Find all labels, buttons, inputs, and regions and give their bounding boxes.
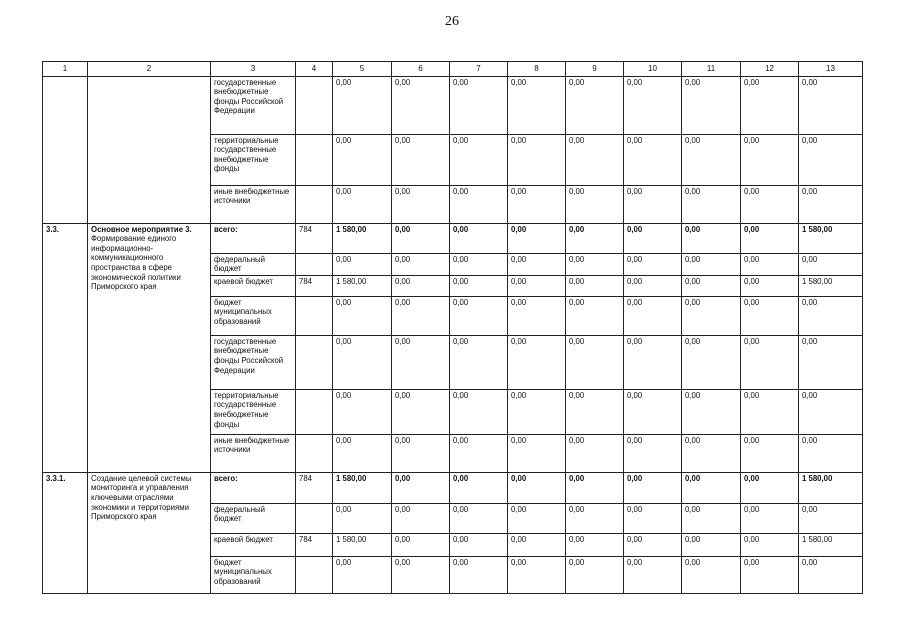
amount-cell: 0,00: [566, 472, 624, 503]
grbs-code-cell: 784: [296, 275, 333, 296]
column-header: 10: [624, 62, 682, 77]
column-header: 6: [392, 62, 450, 77]
measure-name-cell: [88, 472, 211, 593]
amount-cell: 0,00: [741, 76, 799, 134]
column-header: 12: [741, 62, 799, 77]
amount-cell: 0,00: [508, 503, 566, 533]
amount-cell: 0,00: [450, 134, 508, 185]
amount-cell: 0,00: [392, 275, 450, 296]
column-header: 5: [333, 62, 392, 77]
amount-cell: 0,00: [508, 185, 566, 223]
amount-cell: 0,00: [741, 185, 799, 223]
amount-cell: 0,00: [682, 533, 741, 556]
grbs-code-cell: [296, 556, 333, 593]
column-header: 3: [211, 62, 296, 77]
amount-cell: 0,00: [508, 134, 566, 185]
amount-cell: 0,00: [508, 533, 566, 556]
amount-cell: 0,00: [392, 533, 450, 556]
amount-cell: 0,00: [566, 335, 624, 389]
column-header: 1: [43, 62, 88, 77]
amount-cell: 0,00: [682, 185, 741, 223]
amount-cell: 0,00: [624, 275, 682, 296]
measure-name-cell: [88, 76, 211, 223]
grbs-code-cell: [296, 296, 333, 335]
amount-cell: 0,00: [508, 335, 566, 389]
amount-cell: 0,00: [799, 335, 863, 389]
amount-cell: 0,00: [799, 253, 863, 275]
amount-cell: 0,00: [799, 389, 863, 434]
amount-cell: 0,00: [333, 185, 392, 223]
amount-cell: 0,00: [566, 275, 624, 296]
amount-cell: 0,00: [624, 472, 682, 503]
funding-source-cell: всего:: [211, 223, 296, 253]
amount-cell: 0,00: [566, 389, 624, 434]
grbs-code-cell: [296, 335, 333, 389]
amount-cell: 0,00: [566, 134, 624, 185]
grbs-code-cell: [296, 503, 333, 533]
amount-cell: 0,00: [333, 335, 392, 389]
amount-cell: 0,00: [682, 434, 741, 472]
measure-description: Формирование единого информационно-коммуникационного пространства в сфере экономической политики Приморского края: [91, 234, 181, 292]
amount-cell: 0,00: [508, 434, 566, 472]
grbs-code-cell: [296, 134, 333, 185]
amount-cell: 0,00: [450, 76, 508, 134]
amount-cell: 0,00: [624, 389, 682, 434]
amount-cell: 0,00: [450, 472, 508, 503]
funding-source-cell: территориальные государственные внебюджетные фонды: [211, 389, 296, 434]
funding-source-cell: бюджет муниципальных образований: [211, 556, 296, 593]
amount-cell: 0,00: [333, 556, 392, 593]
amount-cell: 0,00: [741, 472, 799, 503]
amount-cell: 0,00: [566, 296, 624, 335]
amount-cell: 0,00: [741, 335, 799, 389]
amount-cell: 0,00: [624, 223, 682, 253]
amount-cell: 0,00: [508, 76, 566, 134]
table-row: [43, 223, 863, 253]
amount-cell: 0,00: [392, 76, 450, 134]
amount-cell: 0,00: [741, 389, 799, 434]
amount-cell: 0,00: [566, 434, 624, 472]
amount-cell: 0,00: [624, 185, 682, 223]
column-header: 13: [799, 62, 863, 77]
amount-cell: 0,00: [682, 275, 741, 296]
amount-cell: 0,00: [392, 434, 450, 472]
budget-table: [42, 61, 863, 594]
amount-cell: 0,00: [508, 556, 566, 593]
column-header: 9: [566, 62, 624, 77]
amount-cell: 0,00: [741, 434, 799, 472]
amount-cell: 0,00: [450, 533, 508, 556]
amount-cell: 0,00: [624, 556, 682, 593]
amount-cell: 0,00: [799, 134, 863, 185]
row-number-cell: 3.3.: [43, 223, 88, 472]
grbs-code-cell: [296, 389, 333, 434]
amount-cell: 0,00: [682, 296, 741, 335]
column-header: 8: [508, 62, 566, 77]
funding-source-cell: территориальные государственные внебюджетные фонды: [211, 134, 296, 185]
measure-title: Основное мероприятие 3.: [91, 224, 192, 234]
amount-cell: 0,00: [566, 556, 624, 593]
measure-description: Создание целевой системы мониторинга и управления ключевыми отраслями экономики и территориями Приморского края: [91, 473, 192, 522]
amount-cell: 0,00: [450, 185, 508, 223]
column-header: 4: [296, 62, 333, 77]
amount-cell: 0,00: [624, 253, 682, 275]
amount-cell: 0,00: [682, 472, 741, 503]
amount-cell: 0,00: [392, 223, 450, 253]
amount-cell: 0,00: [682, 335, 741, 389]
amount-cell: 0,00: [624, 76, 682, 134]
amount-cell: 0,00: [508, 275, 566, 296]
grbs-code-cell: [296, 253, 333, 275]
amount-cell: 1 580,00: [333, 472, 392, 503]
amount-cell: 0,00: [392, 253, 450, 275]
amount-cell: 0,00: [624, 503, 682, 533]
amount-cell: 0,00: [392, 296, 450, 335]
amount-cell: 0,00: [741, 296, 799, 335]
amount-cell: 0,00: [392, 185, 450, 223]
amount-cell: 0,00: [741, 134, 799, 185]
funding-source-cell: краевой бюджет: [211, 533, 296, 556]
header-row: [43, 62, 863, 77]
amount-cell: 0,00: [741, 275, 799, 296]
row-number-cell: 3.3.1.: [43, 472, 88, 593]
amount-cell: 0,00: [799, 503, 863, 533]
funding-source-cell: федеральный бюджет: [211, 253, 296, 275]
amount-cell: 1 580,00: [333, 533, 392, 556]
amount-cell: 0,00: [333, 296, 392, 335]
amount-cell: 0,00: [450, 335, 508, 389]
amount-cell: 0,00: [450, 275, 508, 296]
funding-source-cell: бюджет муниципальных образований: [211, 296, 296, 335]
funding-source-cell: федеральный бюджет: [211, 503, 296, 533]
amount-cell: 0,00: [392, 556, 450, 593]
grbs-code-cell: [296, 76, 333, 134]
amount-cell: 0,00: [741, 533, 799, 556]
amount-cell: 0,00: [566, 503, 624, 533]
table-body: [43, 62, 863, 594]
amount-cell: 0,00: [333, 389, 392, 434]
amount-cell: 0,00: [508, 253, 566, 275]
amount-cell: 0,00: [450, 503, 508, 533]
funding-source-cell: государственные внебюджетные фонды Российской Федерации: [211, 76, 296, 134]
page-number: 26: [445, 14, 459, 29]
amount-cell: 0,00: [741, 556, 799, 593]
amount-cell: 0,00: [566, 185, 624, 223]
amount-cell: 0,00: [624, 296, 682, 335]
column-header: 7: [450, 62, 508, 77]
amount-cell: 0,00: [508, 296, 566, 335]
column-header: 2: [88, 62, 211, 77]
amount-cell: 0,00: [799, 76, 863, 134]
amount-cell: 0,00: [624, 335, 682, 389]
amount-cell: 1 580,00: [333, 223, 392, 253]
funding-source-cell: иные внебюджетные источники: [211, 434, 296, 472]
amount-cell: 0,00: [508, 223, 566, 253]
amount-cell: 1 580,00: [799, 223, 863, 253]
amount-cell: 0,00: [566, 223, 624, 253]
amount-cell: 0,00: [392, 134, 450, 185]
amount-cell: 0,00: [392, 472, 450, 503]
funding-source-cell: иные внебюджетные источники: [211, 185, 296, 223]
amount-cell: 1 580,00: [799, 472, 863, 503]
amount-cell: 0,00: [682, 389, 741, 434]
amount-cell: 0,00: [566, 76, 624, 134]
amount-cell: 0,00: [624, 533, 682, 556]
amount-cell: 0,00: [682, 503, 741, 533]
amount-cell: 0,00: [741, 253, 799, 275]
amount-cell: 0,00: [450, 389, 508, 434]
amount-cell: 0,00: [682, 556, 741, 593]
amount-cell: 0,00: [333, 134, 392, 185]
grbs-code-cell: 784: [296, 223, 333, 253]
amount-cell: 0,00: [682, 223, 741, 253]
amount-cell: 0,00: [333, 76, 392, 134]
grbs-code-cell: 784: [296, 533, 333, 556]
amount-cell: 0,00: [682, 134, 741, 185]
amount-cell: 0,00: [333, 503, 392, 533]
amount-cell: 0,00: [450, 223, 508, 253]
grbs-code-cell: [296, 434, 333, 472]
amount-cell: 0,00: [450, 434, 508, 472]
amount-cell: 0,00: [392, 503, 450, 533]
amount-cell: 0,00: [741, 223, 799, 253]
amount-cell: 0,00: [450, 296, 508, 335]
funding-source-cell: краевой бюджет: [211, 275, 296, 296]
amount-cell: 0,00: [799, 556, 863, 593]
grbs-code-cell: [296, 185, 333, 223]
amount-cell: 0,00: [392, 335, 450, 389]
grbs-code-cell: 784: [296, 472, 333, 503]
funding-source-cell: государственные внебюджетные фонды Российской Федерации: [211, 335, 296, 389]
amount-cell: 0,00: [508, 472, 566, 503]
row-number-cell: [43, 76, 88, 223]
funding-source-cell: всего:: [211, 472, 296, 503]
amount-cell: 0,00: [624, 434, 682, 472]
amount-cell: 0,00: [682, 253, 741, 275]
table-row: [43, 472, 863, 503]
amount-cell: 0,00: [508, 389, 566, 434]
column-header: 11: [682, 62, 741, 77]
amount-cell: 0,00: [566, 253, 624, 275]
amount-cell: 0,00: [450, 253, 508, 275]
amount-cell: 0,00: [392, 389, 450, 434]
amount-cell: 1 580,00: [799, 533, 863, 556]
amount-cell: 0,00: [799, 185, 863, 223]
amount-cell: 1 580,00: [333, 275, 392, 296]
amount-cell: 0,00: [450, 556, 508, 593]
amount-cell: 0,00: [741, 503, 799, 533]
amount-cell: 1 580,00: [799, 275, 863, 296]
table-row: [43, 76, 863, 134]
amount-cell: 0,00: [799, 296, 863, 335]
amount-cell: 0,00: [333, 434, 392, 472]
measure-name-cell: [88, 223, 211, 472]
amount-cell: 0,00: [566, 533, 624, 556]
amount-cell: 0,00: [799, 434, 863, 472]
amount-cell: 0,00: [682, 76, 741, 134]
amount-cell: 0,00: [624, 134, 682, 185]
amount-cell: 0,00: [333, 253, 392, 275]
